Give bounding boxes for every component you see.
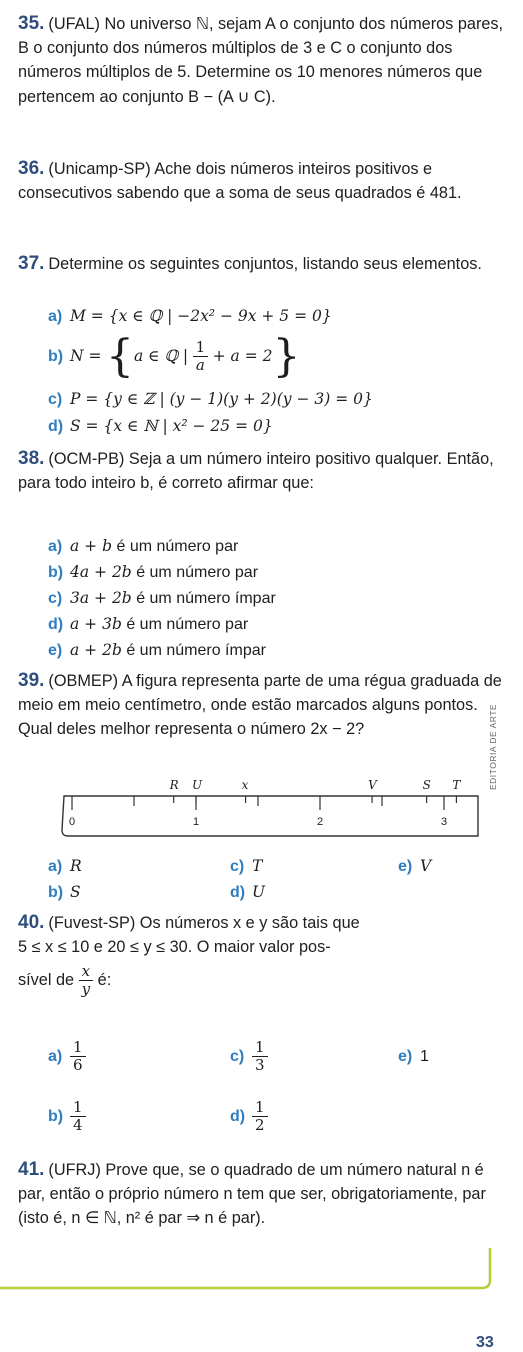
ruler-figure bbox=[60, 778, 480, 840]
question-text: (UFRJ) Prove que, se o quadrado de um número natural n é par, então o próprio número n tem que ser, obrigatoriamente, par (isto é, n ∈ ℕ, n² é par ⇒ n é par). bbox=[18, 1161, 486, 1228]
question-40: 40. (Fuvest-SP) Os números x e y são tais que 5 ≤ x ≤ 10 e 20 ≤ y ≤ 30. O maior valor pos- sível de $\frac{x}{y}$ é: bbox=[18, 911, 512, 998]
question-39 bbox=[18, 669, 512, 742]
question-number: 39. bbox=[18, 670, 45, 691]
option-a: a) $\frac{1}{6}$ bbox=[48, 1037, 86, 1077]
ruler-point-label: R bbox=[169, 778, 179, 792]
option-b: b) 4a + 2b é um número par bbox=[48, 563, 259, 581]
option-d: d) S = {x ∈ ℕ | x² − 25 = 0} bbox=[48, 417, 273, 435]
option-c: c) T bbox=[230, 857, 263, 875]
question-37 bbox=[18, 252, 512, 276]
option-a: a) M = {x ∈ ℚ | −2x² − 9x + 5 = 0} bbox=[48, 307, 332, 325]
question-text: (Fuvest-SP) Os números x e y são tais que bbox=[48, 914, 360, 932]
right-brace-icon: } bbox=[272, 330, 301, 382]
option-e: e) a + 2b é um número ímpar bbox=[48, 641, 266, 659]
ruler-point-label: U bbox=[192, 778, 203, 792]
ruler-point-label: x bbox=[241, 778, 249, 792]
ruler-outline bbox=[62, 796, 478, 836]
question-text: (OCM-PB) Seja a um número inteiro positivo qualquer. Então, para todo inteiro b, é correto afirmar que: bbox=[18, 450, 494, 493]
question-number: 40. bbox=[18, 912, 45, 933]
option-c: c) 3a + 2b é um número ímpar bbox=[48, 589, 276, 607]
ruler-point-label: V bbox=[368, 778, 377, 792]
ruler-point-label: S bbox=[422, 778, 431, 792]
fraction: $\frac{x}{y}$ bbox=[79, 963, 93, 998]
image-credit: EDITORIA DE ARTE bbox=[488, 703, 498, 790]
page-border-decoration bbox=[0, 1230, 523, 1320]
border-line bbox=[0, 1248, 490, 1288]
ruler-number: 1 bbox=[193, 816, 200, 828]
option-e: e) V bbox=[398, 857, 432, 875]
question-number: 37. bbox=[18, 253, 45, 274]
option-b: b) $\frac{1}{4}$ bbox=[48, 1097, 86, 1137]
ruler-point-label: T bbox=[452, 778, 461, 792]
option-a: a) a + b é um número par bbox=[48, 537, 239, 555]
question-text-line: 5 ≤ x ≤ 10 e 20 ≤ y ≤ 30. O maior valor pos- bbox=[18, 938, 331, 957]
question-text: (Unicamp-SP) Ache dois números inteiros positivos e consecutivos sabendo que a soma de seus quadrados é 481. bbox=[18, 160, 462, 203]
question-text: Determine os seguintes conjuntos, listando seus elementos. bbox=[48, 255, 482, 273]
question-text: (UFAL) No universo ℕ, sejam A o conjunto dos números pares, B o conjunto dos números múltiplos de 3 e C o conjunto dos números múltiplos de 5. Determine os 10 menores números que pertencem ao conjunto B − (A ∪ C). bbox=[18, 15, 504, 106]
option-d: d) U bbox=[230, 883, 266, 901]
option-a: a) R bbox=[48, 857, 82, 875]
question-text: (OBMEP) A figura representa parte de uma régua graduada de meio em meio centímetro, onde estão marcados alguns pontos. Qual deles melhor representa o número 2x − 2? bbox=[18, 672, 502, 739]
option-d: d) a + 3b é um número par bbox=[48, 615, 249, 633]
option-b: b) N = {a ∈ ℚ | $\frac{1}{a}$ + a = 2} bbox=[48, 330, 301, 382]
page-number: 33 bbox=[476, 1334, 494, 1351]
question-number: 35. bbox=[18, 13, 45, 34]
option-c: c) P = {y ∈ ℤ | (y − 1)(y + 2)(y − 3) = 0} bbox=[48, 390, 373, 408]
question-36 bbox=[18, 157, 512, 205]
question-41 bbox=[18, 1158, 512, 1231]
option-e: e) 1 bbox=[398, 1048, 429, 1065]
question-number: 38. bbox=[18, 448, 45, 469]
option-c: c) $\frac{1}{3}$ bbox=[230, 1037, 268, 1077]
ruler-number: 3 bbox=[441, 816, 448, 828]
option-b: b) S bbox=[48, 883, 81, 901]
ruler-number: 0 bbox=[69, 816, 76, 828]
question-38 bbox=[18, 447, 512, 495]
question-number: 36. bbox=[18, 158, 45, 179]
ruler-number: 2 bbox=[317, 816, 324, 828]
question-number: 41. bbox=[18, 1159, 45, 1180]
ruler-svg bbox=[60, 778, 480, 840]
fraction: $\frac{1}{a}$ bbox=[193, 339, 209, 374]
left-brace-icon: { bbox=[105, 330, 134, 382]
option-d: d) $\frac{1}{2}$ bbox=[230, 1097, 268, 1137]
question-35 bbox=[18, 12, 512, 109]
